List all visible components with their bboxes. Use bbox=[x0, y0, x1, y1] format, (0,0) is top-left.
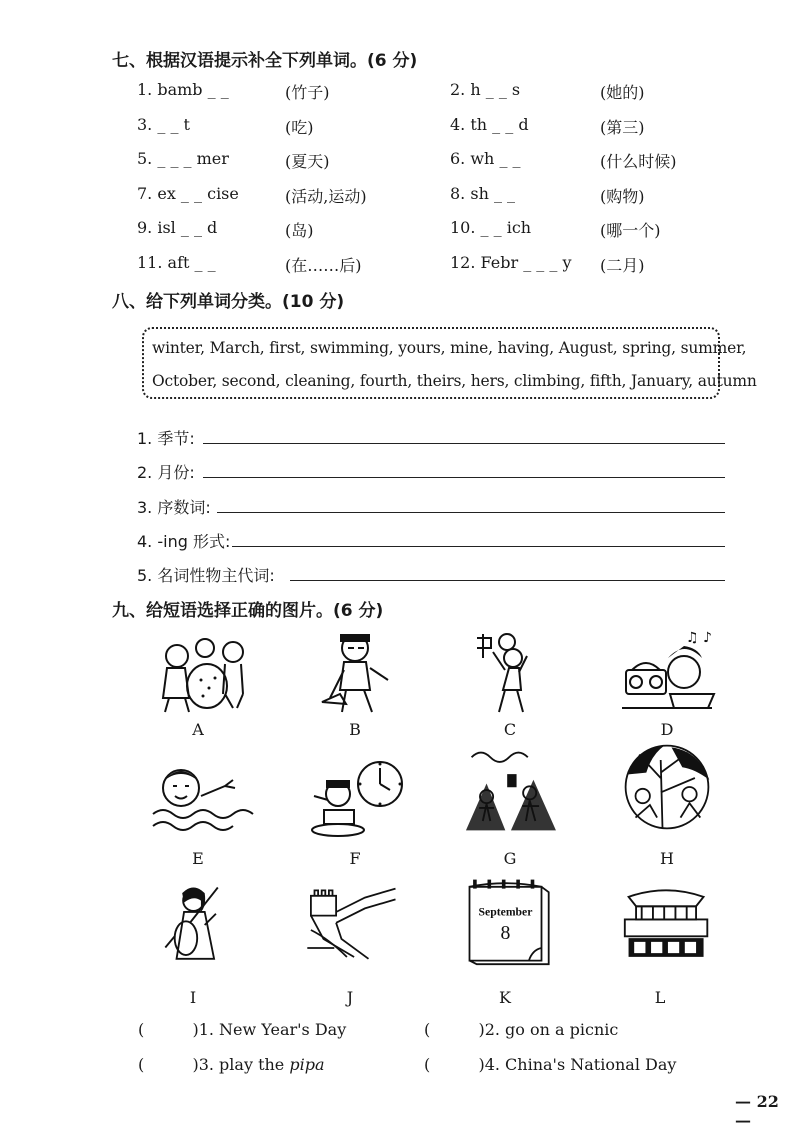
picture-letter-g: G bbox=[503, 849, 517, 868]
word-bank-line-2: October, second, cleaning, fourth, theirs, hers, climbing, fifth, January, autumn bbox=[152, 372, 757, 390]
section-7-title: 七、根据汉语提示补全下列单词。(6 分) bbox=[112, 51, 418, 71]
fill-hint-1: (竹子) bbox=[285, 83, 330, 102]
svg-text:♫ ♪: ♫ ♪ bbox=[686, 630, 712, 646]
fill-hint-12: (二月) bbox=[600, 256, 645, 275]
fill-word-4: 4. th _ _ d bbox=[450, 115, 529, 134]
picture-letter-k: K bbox=[499, 988, 511, 1007]
category-ordinals-answer-line[interactable] bbox=[217, 512, 725, 513]
fill-word-6: 6. wh _ _ bbox=[450, 149, 521, 168]
fill-hint-11: (在……后) bbox=[285, 256, 362, 275]
fill-word-11: 11. aft _ _ bbox=[137, 253, 216, 272]
picture-letter-j: J bbox=[346, 988, 354, 1007]
fill-hint-4: (第三) bbox=[600, 118, 645, 137]
phrase-3-number: 3. bbox=[198, 1055, 214, 1074]
calendar-september-icon bbox=[455, 876, 565, 966]
answer-blank-open[interactable]: ( bbox=[138, 1055, 145, 1074]
category-ing-label: 4. -ing 形式: bbox=[137, 532, 231, 551]
section-9-title: 九、给短语选择正确的图片。(6 分) bbox=[112, 601, 384, 621]
answer-blank-close: ) bbox=[478, 1020, 485, 1039]
fill-word-1: 1. bamb _ _ bbox=[137, 80, 229, 99]
fill-word-10: 10. _ _ ich bbox=[450, 218, 532, 237]
section-8-title: 八、给下列单词分类。(10 分) bbox=[112, 292, 345, 312]
fill-hint-8: (购物) bbox=[600, 187, 645, 206]
picture-letter-a: A bbox=[192, 720, 204, 739]
answer-blank-open[interactable]: ( bbox=[424, 1020, 431, 1039]
children-snowman-icon bbox=[145, 628, 255, 718]
phrase-2 bbox=[424, 1020, 618, 1039]
category-ing-answer-line[interactable] bbox=[232, 546, 725, 547]
page-number: — 22 — bbox=[735, 1092, 779, 1130]
fill-word-5: 5. _ _ _ mer bbox=[137, 149, 229, 168]
picture-letter-f: F bbox=[349, 849, 361, 868]
category-pronouns-answer-line[interactable] bbox=[290, 580, 725, 581]
girl-listening-music-icon bbox=[612, 628, 722, 718]
picture-letter-d: D bbox=[660, 720, 674, 739]
fill-hint-2: (她的) bbox=[600, 83, 645, 102]
category-months-label: 2. 月份: bbox=[137, 463, 195, 482]
category-seasons-label: 1. 季节: bbox=[137, 429, 195, 448]
picture-letter-c: C bbox=[503, 720, 517, 739]
fill-hint-6: (什么时候) bbox=[600, 152, 677, 171]
great-wall-icon bbox=[300, 876, 410, 966]
fill-hint-7: (活动,运动) bbox=[285, 187, 367, 206]
picture-letter-b: B bbox=[349, 720, 361, 739]
phrase-4-text: China's National Day bbox=[505, 1055, 677, 1074]
fill-word-2: 2. h _ _ s bbox=[450, 80, 521, 99]
fill-word-7: 7. ex _ _ cise bbox=[137, 184, 239, 203]
fill-hint-5: (夏天) bbox=[285, 152, 330, 171]
phrase-4 bbox=[424, 1055, 676, 1074]
fill-word-9: 9. isl _ _ d bbox=[137, 218, 218, 237]
boy-swimming-icon bbox=[145, 752, 255, 842]
word-bank-line-1: winter, March, first, swimming, yours, mine, having, August, spring, summer, bbox=[152, 339, 747, 357]
phrase-1-number: 1. bbox=[198, 1020, 214, 1039]
phrase-3-italic: pipa bbox=[289, 1055, 325, 1074]
fill-hint-10: (哪一个) bbox=[600, 221, 661, 240]
calendar-day-text: 8 bbox=[500, 922, 511, 944]
boy-sweeping-icon bbox=[300, 628, 410, 718]
picture-letter-h: H bbox=[660, 849, 674, 868]
category-seasons-answer-line[interactable] bbox=[203, 443, 725, 444]
fill-word-3: 3. _ _ t bbox=[137, 115, 190, 134]
boy-eating-clock-icon bbox=[300, 752, 410, 842]
tiananmen-icon bbox=[612, 880, 722, 970]
answer-blank-close: ) bbox=[478, 1055, 485, 1074]
calendar-month-text: September bbox=[478, 905, 533, 919]
answer-blank-open[interactable]: ( bbox=[138, 1020, 145, 1039]
category-months-answer-line[interactable] bbox=[203, 477, 725, 478]
picture-letter-e: E bbox=[192, 849, 204, 868]
fill-hint-3: (吃) bbox=[285, 118, 314, 137]
picnic-under-tree-icon bbox=[612, 742, 722, 832]
fill-word-8: 8. sh _ _ bbox=[450, 184, 516, 203]
word-bank bbox=[142, 327, 757, 399]
fill-word-12: 12. Febr _ _ _ y bbox=[450, 253, 572, 272]
phrase-1-text: New Year's Day bbox=[219, 1020, 347, 1039]
answer-blank-close: ) bbox=[192, 1020, 199, 1039]
answer-blank-close: ) bbox=[192, 1055, 199, 1074]
phrase-2-text: go on a picnic bbox=[505, 1020, 619, 1039]
phrase-2-number: 2. bbox=[484, 1020, 500, 1039]
fill-hint-9: (岛) bbox=[285, 221, 314, 240]
phrase-4-number: 4. bbox=[484, 1055, 500, 1074]
phrase-3-text: play the bbox=[219, 1055, 290, 1074]
answer-blank-open[interactable]: ( bbox=[424, 1055, 431, 1074]
category-ordinals-label: 3. 序数词: bbox=[137, 498, 211, 517]
girl-playing-pipa-icon bbox=[145, 880, 255, 970]
category-pronouns-label: 5. 名词性物主代词: bbox=[137, 566, 275, 585]
basketball-player-icon bbox=[455, 628, 565, 718]
new-year-dancing-icon bbox=[455, 746, 565, 836]
phrase-1 bbox=[138, 1020, 346, 1039]
phrase-3 bbox=[138, 1055, 325, 1074]
picture-letter-l: L bbox=[654, 988, 666, 1007]
picture-letter-i: I bbox=[189, 988, 197, 1007]
